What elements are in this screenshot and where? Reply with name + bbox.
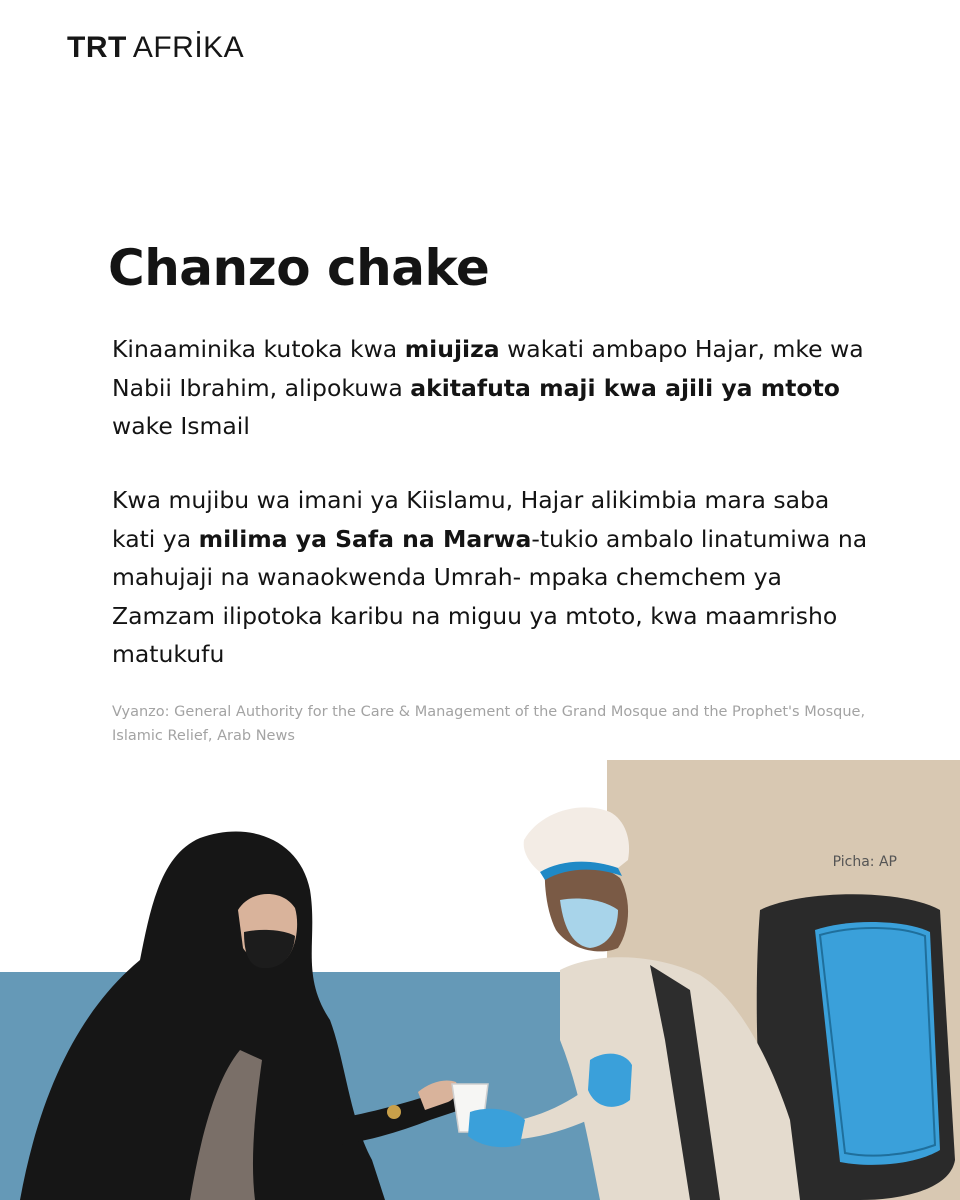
emphasis-text: miujiza	[404, 335, 500, 363]
sources-note: Vyanzo: General Authority for the Care & Management of the Grand Mosque and the Prophet's Mosque, Islamic Relief, Arab News	[112, 704, 866, 744]
photo-credit: Picha: AP	[832, 854, 897, 870]
paragraph-text: wake Ismail	[112, 412, 250, 440]
watch-icon	[387, 1105, 401, 1119]
photo-zamzam-water-handover	[0, 760, 960, 1200]
emphasis-text: akitafuta maji kwa ajili ya mtoto	[410, 373, 840, 402]
page-title: Chanzo chake	[108, 239, 490, 297]
logo-part-trt: TRT	[67, 31, 127, 64]
paragraph-text: Kwa mujibu wa imani ya Kiislamu, Hajar alikimbia mara saba kati ya	[112, 486, 830, 553]
paragraph-text: Kinaaminika kutoka kwa	[112, 335, 405, 363]
paragraph-text: -tukio ambalo linatumiwa na mahujaji na wanaokwenda Umrah- mpaka chemchem ya Zamzam ilipotoka karibu na miguu ya mtoto, kwa maamrisho matukufu	[112, 524, 868, 668]
paragraph-belief	[112, 481, 872, 674]
logo-part-afrika: AFRİKA	[132, 31, 245, 64]
blue-glove-right	[588, 1054, 632, 1107]
blue-glove-left	[468, 1109, 525, 1147]
paragraph-text: wakati ambapo Hajar, mke wa Nabii Ibrahim, alipokuwa	[112, 335, 864, 402]
trt-afrika-logo	[67, 30, 244, 66]
paragraph-origin	[112, 330, 872, 446]
emphasis-text: milima ya Safa na Marwa	[198, 524, 532, 553]
